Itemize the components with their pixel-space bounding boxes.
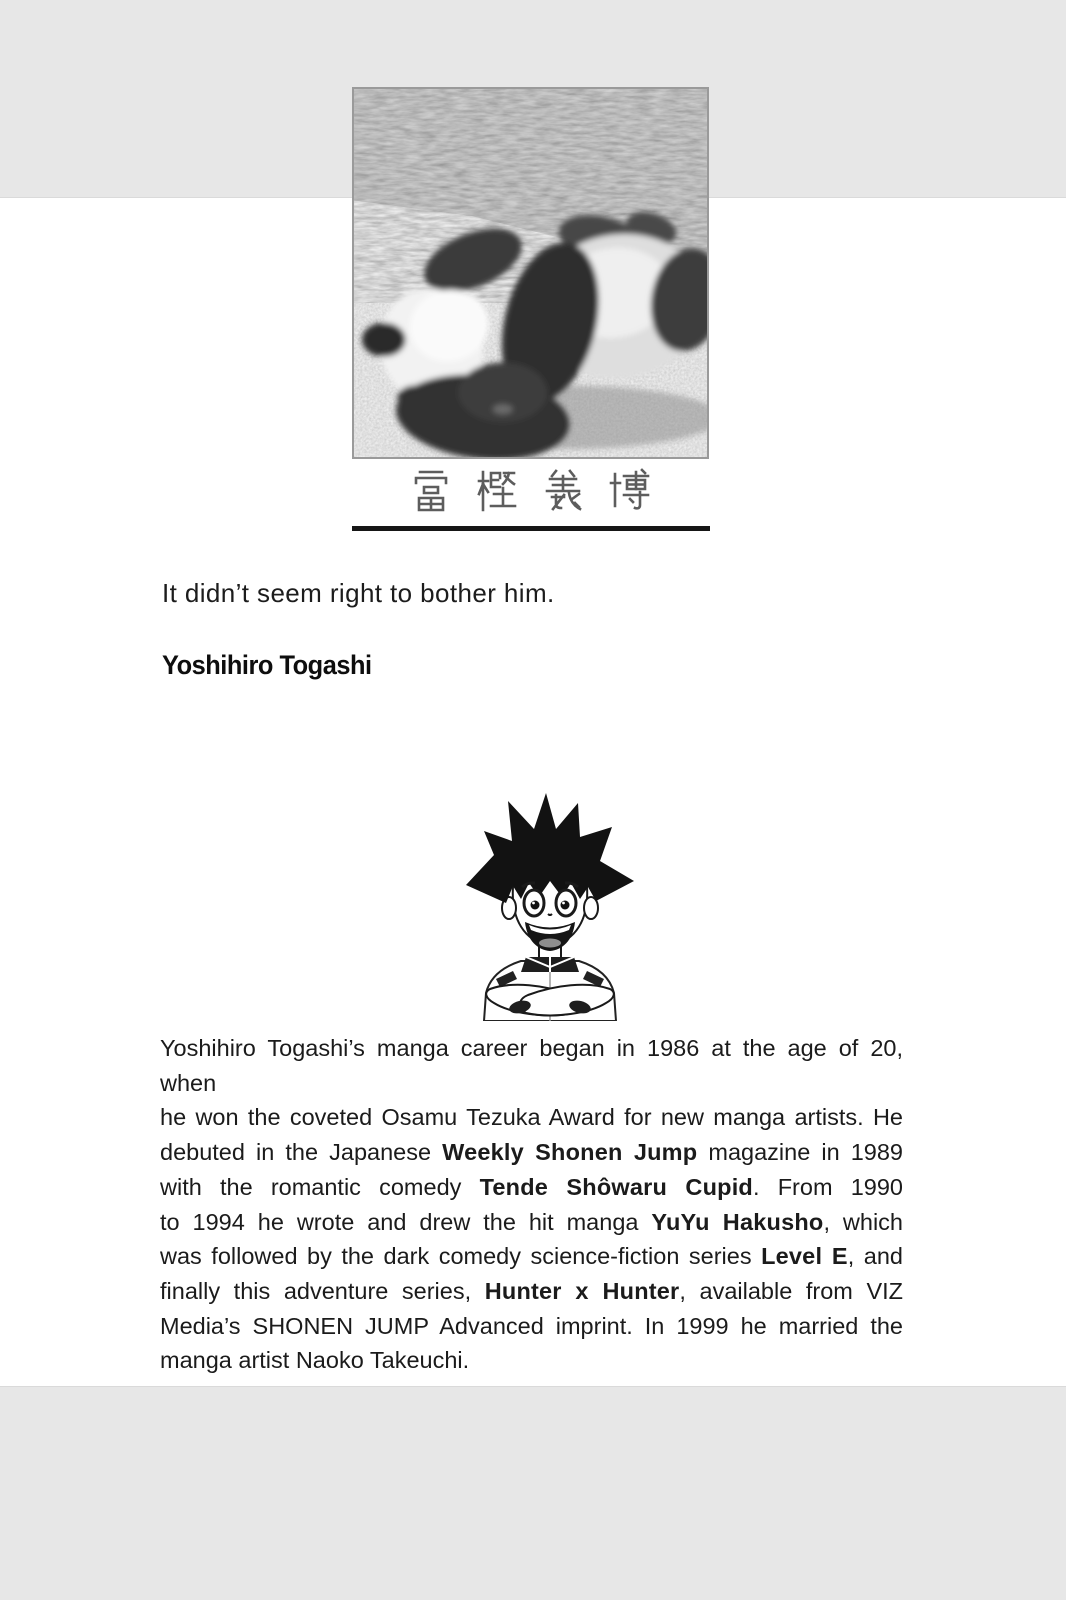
gon-illustration-art: [450, 791, 650, 1021]
bio-line: was followed by the dark comedy science-fiction series Level E, and: [160, 1243, 903, 1270]
panda-photo: [352, 87, 709, 459]
bio-line: Yoshihiro Togashi’s manga career began in 1986 at the age of 20, when: [160, 1035, 903, 1096]
bottom-gray-band: [0, 1387, 1066, 1600]
bio-line: with the romantic comedy Tende Shôwaru Cupid. From 1990: [160, 1173, 903, 1200]
bio-line: manga artist Naoko Takeuchi.: [160, 1347, 470, 1374]
bio-line: he won the coveted Osamu Tezuka Award for new manga artists. He: [160, 1104, 903, 1131]
author-kanji-name: [352, 464, 709, 516]
gon-illustration: [450, 791, 650, 1021]
author-kanji-strokes: [411, 467, 651, 513]
panda-photo-art: [354, 89, 707, 457]
author-name: Yoshihiro Togashi: [162, 650, 372, 680]
author-bio-paragraph: [160, 1031, 903, 1378]
caption-divider-rule: [352, 526, 710, 531]
bio-line: debuted in the Japanese Weekly Shonen Jump magazine in 1989: [160, 1139, 903, 1166]
bio-line: to 1994 he wrote and drew the hit manga YuYu Hakusho, which: [160, 1208, 903, 1235]
bio-line: Media’s SHONEN JUMP Advanced imprint. In 1999 he married the: [160, 1312, 903, 1339]
author-quote: It didn’t seem right to bother him.: [162, 578, 555, 608]
bio-line: finally this adventure series, Hunter x Hunter, available from VIZ: [160, 1277, 903, 1304]
